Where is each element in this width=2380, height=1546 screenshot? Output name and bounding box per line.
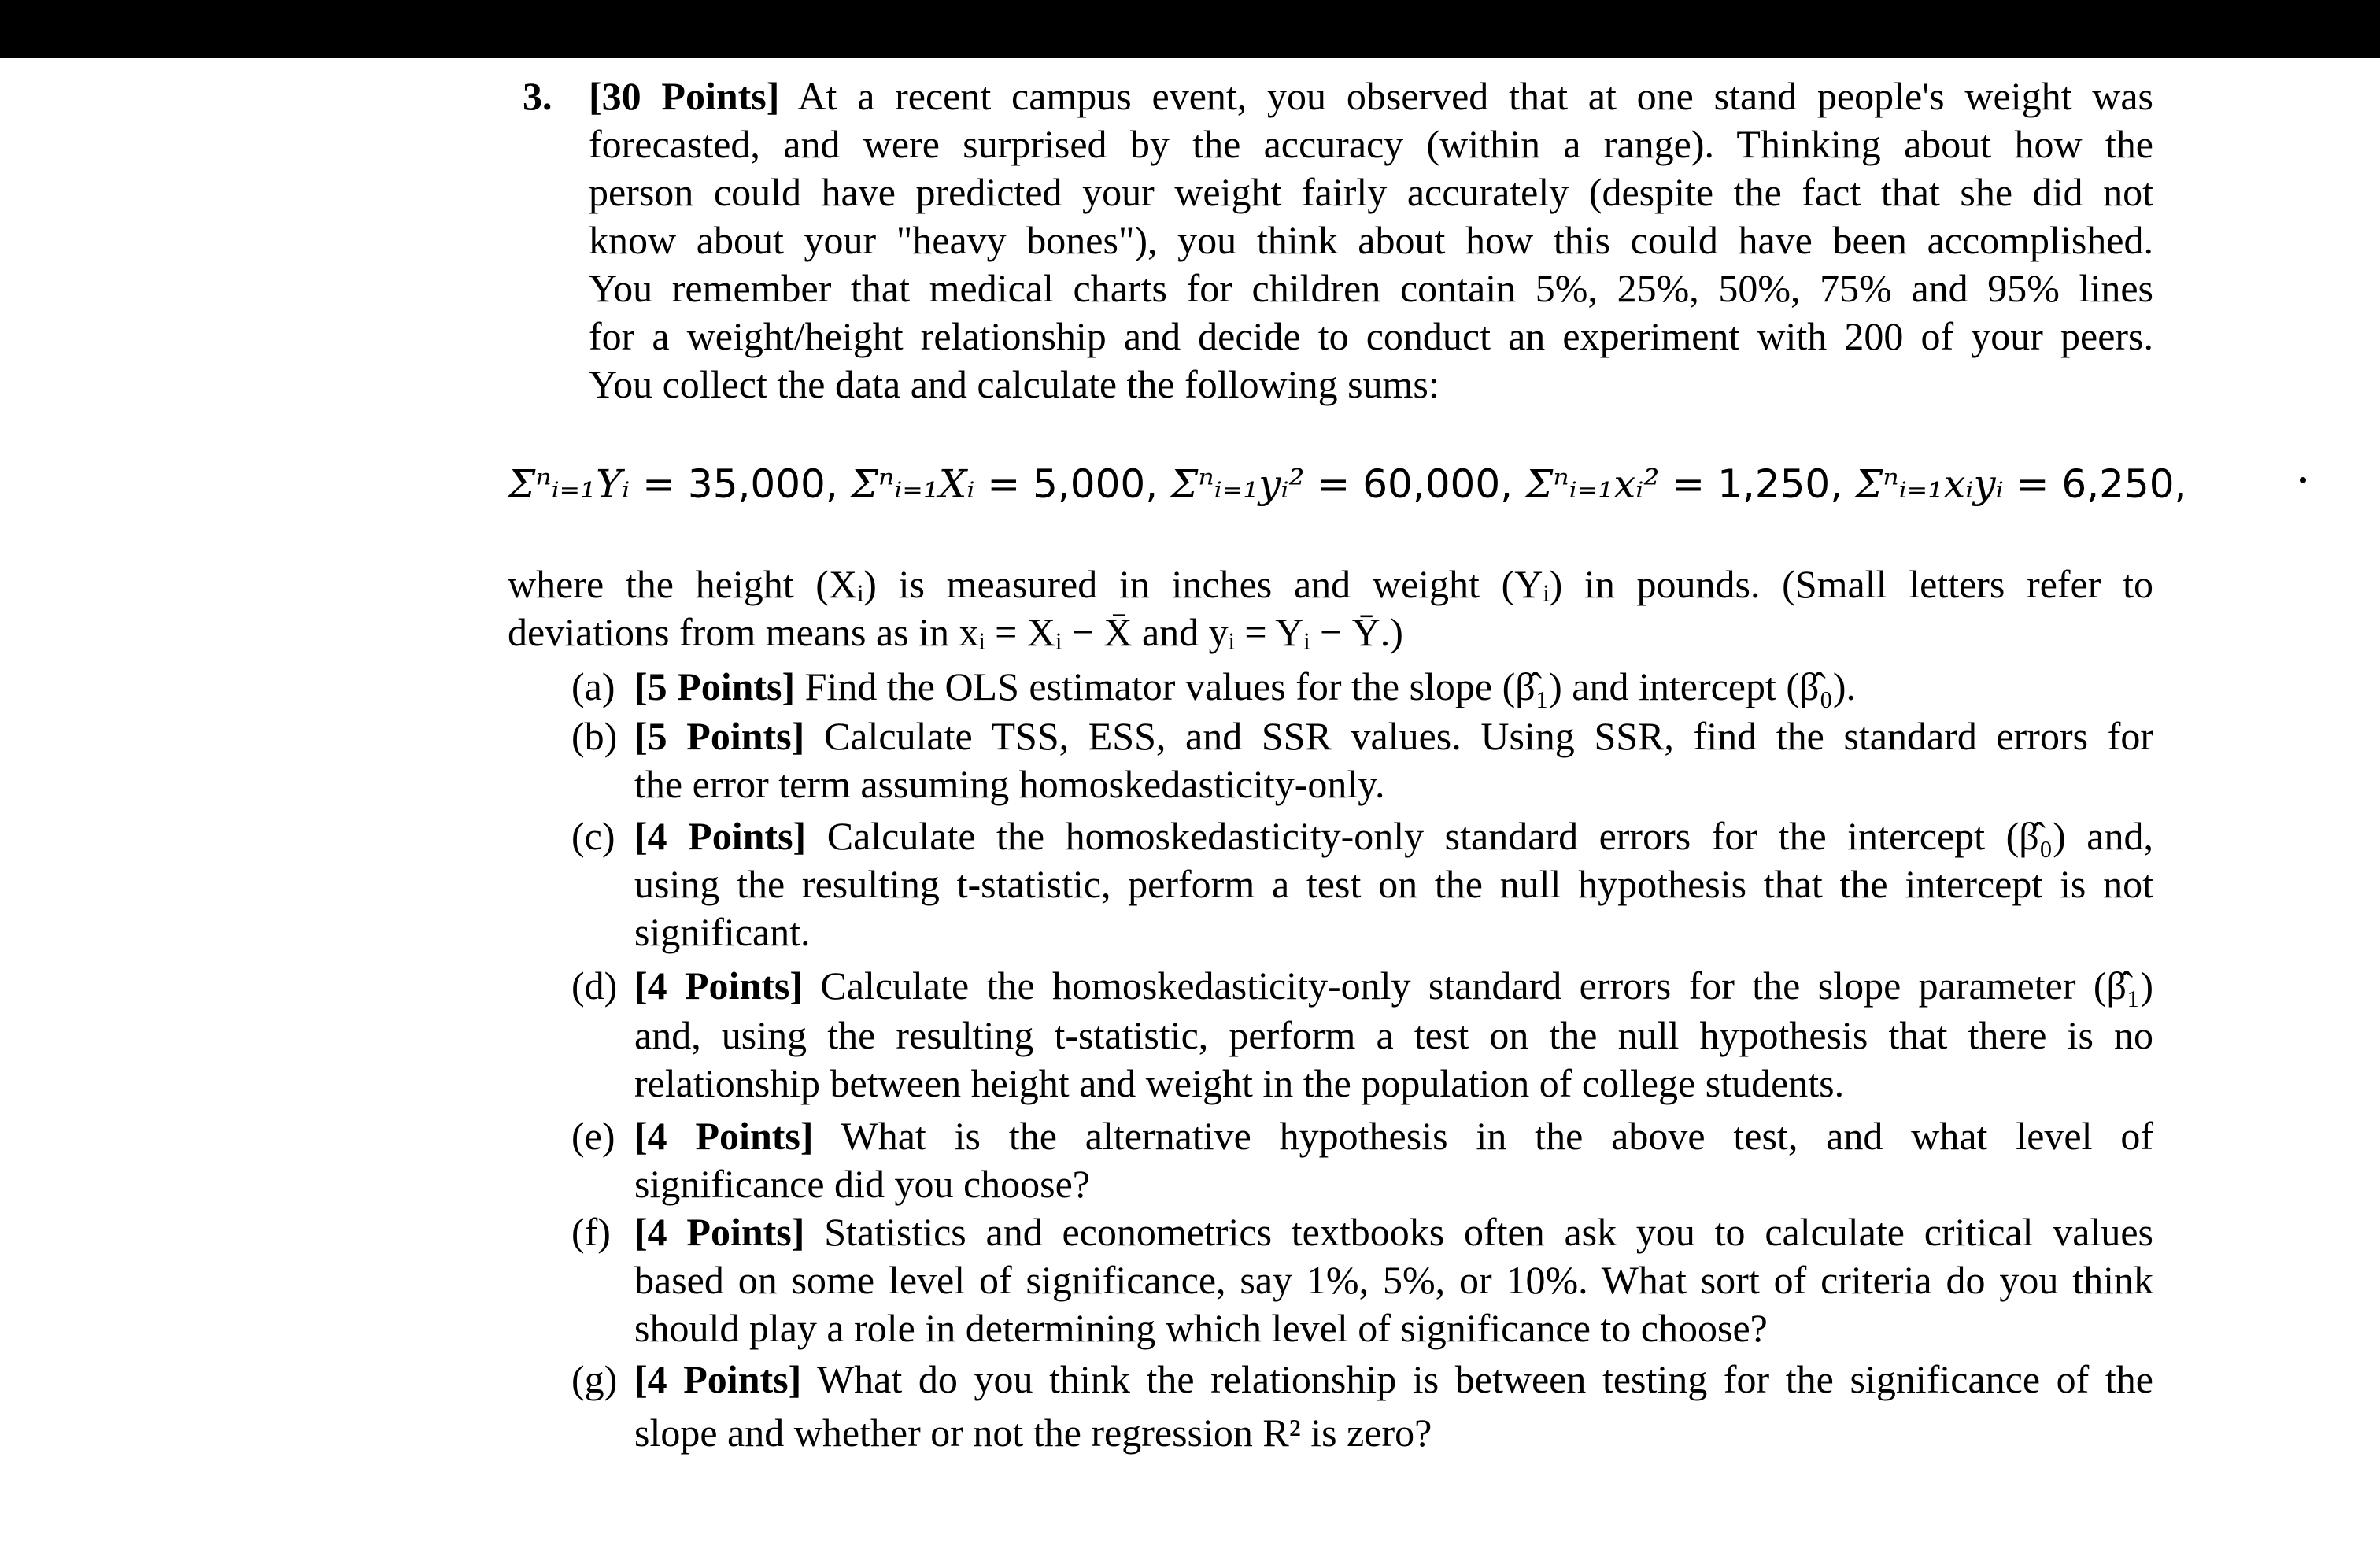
stray-dot [2300,477,2306,483]
part-c-line-2: using the resulting t-statistic, perform a test on the null hypothesis that the intercept is not [634,862,2153,906]
part-c-label: (c) [571,814,615,858]
intro-line-1: [30 Points] At a recent campus event, you observed that at one stand people's weight was [589,74,2154,118]
part-d-line-2: and, using the resulting t-statistic, perform a test on the null hypothesis that there is no [634,1013,2153,1057]
intro-line-7: You collect the data and calculate the following sums: [589,362,1439,406]
intro-line-2: forecasted, and were surprised by the accuracy (within a range). Thinking about how the [589,122,2153,166]
part-f-line-3: should play a role in determining which level of significance to choose? [634,1306,1768,1350]
part-f-line-1: [4 Points] Statistics and econometrics textbooks often ask you to calculate critical values [634,1210,2154,1254]
part-g-label: (g) [571,1357,618,1401]
intro-line-3: person could have predicted your weight fairly accurately (despite the fact that she did not [589,170,2153,214]
part-e-label: (e) [571,1114,615,1158]
part-e-line-2: significance did you choose? [634,1162,1090,1206]
part-b-label: (b) [571,714,618,758]
part-d-line-1: [4 Points] Calculate the homoskedasticity-only standard errors for the slope parameter (β̂₁) [634,963,2154,1008]
part-a-line-1: [5 Points] Find the OLS estimator values for the slope (β̂₁) and intercept (β̂₀). [634,664,1857,708]
part-c-line-1: [4 Points] Calculate the homoskedasticity-only standard errors for the intercept (β̂₀) and, [634,814,2153,858]
where-line-2: deviations from means as in xᵢ = Xᵢ − X̄ and yᵢ = Yᵢ − Ȳ.) [508,610,1403,654]
question-number: 3. [523,74,552,118]
part-d-label: (d) [571,963,618,1008]
part-g-line-2: slope and whether or not the regression R² is zero? [634,1411,1432,1455]
part-c-line-3: significant. [634,910,811,954]
part-f-line-2: based on some level of significance, say 1%, 5%, or 10%. What sort of criteria do you think [634,1258,2153,1302]
question-points: [30 Points] [589,74,780,118]
part-g-line-1: [4 Points] What do you think the relationship is between testing for the significance of the [634,1357,2153,1401]
sums-equation: Σⁿᵢ₌₁Yᵢ = 35,000, Σⁿᵢ₌₁Xᵢ = 5,000, Σⁿᵢ₌₁yᵢ² = 60,000, Σⁿᵢ₌₁xᵢ² = 1,250, Σⁿᵢ₌₁xᵢyᵢ = 6,250, [508,461,2187,507]
where-line-1: where the height (Xᵢ) is measured in inches and weight (Yᵢ) in pounds. (Small letters refer to [508,562,2153,606]
part-d-line-3: relationship between height and weight in the population of college students. [634,1061,1845,1105]
top-black-bar [0,0,2380,58]
intro-line-6: for a weight/height relationship and decide to conduct an experiment with 200 of your peers. [589,314,2153,358]
part-b-line-2: the error term assuming homoskedasticity-only. [634,762,1385,806]
intro-line-5: You remember that medical charts for children contain 5%, 25%, 50%, 75% and 95% lines [589,266,2153,310]
part-a-label: (a) [571,664,615,708]
part-f-label: (f) [571,1210,611,1254]
part-e-line-1: [4 Points] What is the alternative hypothesis in the above test, and what level of [634,1114,2153,1158]
part-b-line-1: [5 Points] Calculate TSS, ESS, and SSR values. Using SSR, find the standard errors for [634,714,2154,758]
intro-line-4: know about your "heavy bones"), you think about how this could have been accomplished. [589,218,2153,262]
